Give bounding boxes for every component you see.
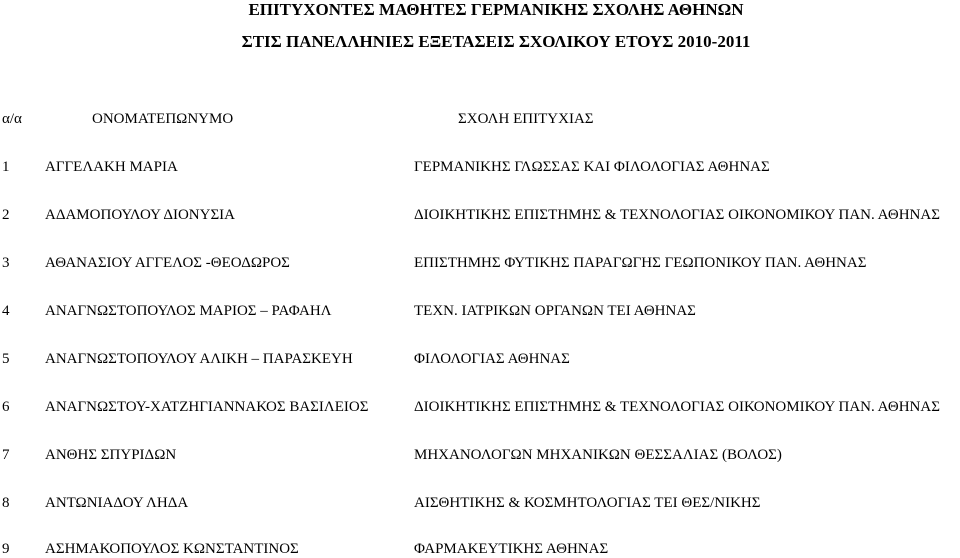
- row-school: ΔΙΟΙΚΗΤΙΚΗΣ ΕΠΙΣΤΗΜΗΣ & ΤΕΧΝΟΛΟΓΙΑΣ ΟΙΚΟΝΟΜΙΚΟΥ ΠΑΝ. ΑΘΗΝΑΣ: [414, 399, 940, 415]
- row-name: ΑΣΗΜΑΚΟΠΟΥΛΟΣ ΚΩΝΣΤΑΝΤΙΝΟΣ: [45, 541, 299, 557]
- row-num: 8: [2, 495, 10, 511]
- row-school: ΦΑΡΜΑΚΕΥΤΙΚΗΣ ΑΘΗΝΑΣ: [414, 541, 609, 557]
- row-school: ΤΕΧΝ. ΙΑΤΡΙΚΩΝ ΟΡΓΑΝΩΝ ΤΕΙ ΑΘΗΝΑΣ: [414, 303, 696, 319]
- row-num: 6: [2, 399, 10, 415]
- row-num: 9: [2, 541, 10, 557]
- row-num: 5: [2, 351, 10, 367]
- row-name: ΑΝΘΗΣ ΣΠΥΡΙΔΩΝ: [45, 447, 177, 463]
- row-school: ΓΕΡΜΑΝΙΚΗΣ ΓΛΩΣΣΑΣ ΚΑΙ ΦΙΛΟΛΟΓΙΑΣ ΑΘΗΝΑΣ: [414, 159, 770, 175]
- row-name: ΑΝΑΓΝΩΣΤΟΠΟΥΛΟΣ ΜΑΡΙΟΣ – ΡΑΦΑΗΛ: [45, 303, 332, 319]
- row-name: ΑΝΑΓΝΩΣΤΟΥ-ΧΑΤΖΗΓΙΑΝΝΑΚΟΣ ΒΑΣΙΛΕΙΟΣ: [45, 399, 369, 415]
- row-school: ΔΙΟΙΚΗΤΙΚΗΣ ΕΠΙΣΤΗΜΗΣ & ΤΕΧΝΟΛΟΓΙΑΣ ΟΙΚΟΝΟΜΙΚΟΥ ΠΑΝ. ΑΘΗΝΑΣ: [414, 207, 940, 223]
- row-name: ΑΝΑΓΝΩΣΤΟΠΟΥΛΟΥ ΑΛΙΚΗ – ΠΑΡΑΣΚΕΥΗ: [45, 351, 353, 367]
- row-name: ΑΔΑΜΟΠΟΥΛΟΥ ΔΙΟΝΥΣΙΑ: [45, 207, 236, 223]
- row-num: 2: [2, 207, 10, 223]
- row-school: ΑΙΣΘΗΤΙΚΗΣ & ΚΟΣΜΗΤΟΛΟΓΙΑΣ ΤΕΙ ΘΕΣ/ΝΙΚΗΣ: [414, 495, 761, 511]
- header-school: ΣΧΟΛΗ ΕΠΙΤΥΧΙΑΣ: [458, 111, 594, 127]
- row-name: ΑΘΑΝΑΣΙΟΥ ΑΓΓΕΛΟΣ -ΘΕΟΔΩΡΟΣ: [45, 255, 290, 271]
- row-num: 1: [2, 159, 10, 175]
- row-school: ΕΠΙΣΤΗΜΗΣ ΦΥΤΙΚΗΣ ΠΑΡΑΓΩΓΗΣ ΓΕΩΠΟΝΙΚΟΥ ΠΑΝ. ΑΘΗΝΑΣ: [414, 255, 867, 271]
- document-title-line-1: ΕΠΙΤΥΧΟΝΤΕΣ ΜΑΘΗΤΕΣ ΓΕΡΜΑΝΙΚΗΣ ΣΧΟΛΗΣ ΑΘΗΝΩΝ: [248, 0, 744, 19]
- row-num: 3: [2, 255, 10, 271]
- row-school: ΜΗΧΑΝΟΛΟΓΩΝ ΜΗΧΑΝΙΚΩΝ ΘΕΣΣΑΛΙΑΣ (ΒΟΛΟΣ): [414, 447, 782, 463]
- row-num: 4: [2, 303, 10, 319]
- header-num: α/α: [2, 111, 22, 127]
- row-name: ΑΝΤΩΝΙΑΔΟΥ ΛΗΔΑ: [45, 495, 189, 511]
- row-num: 7: [2, 447, 10, 463]
- row-school: ΦΙΛΟΛΟΓΙΑΣ ΑΘΗΝΑΣ: [414, 351, 570, 367]
- document-title-line-2: ΣΤΙΣ ΠΑΝΕΛΛΗΝΙΕΣ ΕΞΕΤΑΣΕΙΣ ΣΧΟΛΙΚΟΥ ΕΤΟΥΣ 2010-2011: [241, 32, 751, 51]
- row-name: ΑΓΓΕΛΑΚΗ ΜΑΡΙΑ: [45, 159, 178, 175]
- header-name: ΟΝΟΜΑΤΕΠΩΝΥΜΟ: [92, 111, 234, 127]
